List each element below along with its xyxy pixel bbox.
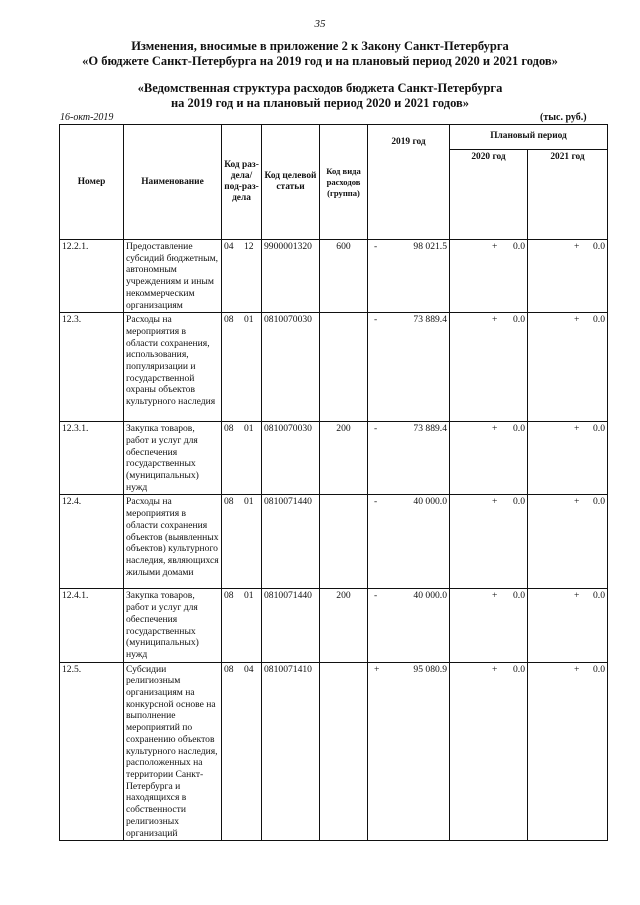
section-code: 04 [224, 241, 234, 252]
row-2020-cell [450, 313, 528, 422]
sign-2020: + [492, 241, 498, 252]
row-section-code [222, 662, 262, 841]
value-2021: 0.0 [593, 496, 605, 508]
row-2019-cell [368, 589, 450, 662]
row-kind-code: 600 [320, 240, 368, 313]
sign-2019: - [374, 496, 378, 508]
value-2021: 0.0 [593, 663, 605, 675]
sign-2021: + [574, 241, 580, 252]
value-2019: 40 000.0 [413, 496, 447, 508]
row-number: 12.3. [60, 313, 124, 422]
sign-2019: - [374, 241, 378, 252]
value-2021: 0.0 [593, 423, 605, 435]
value-2020: 0.0 [513, 590, 525, 602]
sign-2019: - [374, 590, 378, 602]
value-2021: 0.0 [593, 314, 605, 326]
subsection-code: 12 [244, 241, 254, 252]
document-title-line: «О бюджете Санкт-Петербурга на 2019 год и на плановый период 2020 и 2021 годов» [82, 54, 558, 68]
header-target: Код целевой статьи [262, 125, 320, 240]
row-name: Субсидии религиозным организациям на конкурсной основе на выполнение мероприятий по сохранению объектов культурного наследия, расположенных на территории Санкт-Петербурга и находящихся в собственности религиозных организаций [124, 662, 222, 841]
row-number: 12.4.1. [60, 589, 124, 662]
budget-table [59, 124, 608, 841]
row-2020-cell [450, 495, 528, 589]
document-title [0, 39, 640, 69]
table-row [60, 422, 608, 495]
sign-2020: + [492, 423, 498, 435]
row-kind-code: 200 [320, 589, 368, 662]
row-2020-cell [450, 589, 528, 662]
section-code: 08 [224, 314, 234, 326]
row-2021-cell [528, 240, 608, 313]
row-2019-cell [368, 662, 450, 841]
row-2019-cell [368, 240, 450, 313]
row-section-code [222, 240, 262, 313]
row-2020-cell [450, 422, 528, 495]
subsection-code: 01 [244, 314, 254, 326]
header-2019: 2019 год [368, 125, 450, 240]
row-section-code [222, 589, 262, 662]
page-number: 35 [314, 18, 326, 30]
sign-2020: + [492, 496, 498, 508]
row-kind-code [320, 313, 368, 422]
sign-2021: + [574, 314, 580, 326]
section-code: 08 [224, 496, 234, 508]
row-target-code: 0810070030 [262, 422, 320, 495]
value-2019: 40 000.0 [413, 590, 447, 602]
header-section: Код раз-дела/ под-раз-дела [222, 125, 262, 240]
subsection-code: 04 [244, 663, 254, 675]
subsection-code: 01 [244, 496, 254, 508]
row-name: Расходы на мероприятия в области сохранения объектов (выявленных объектов) культурного наследия, являющихся жилыми домами [124, 495, 222, 589]
table-row [60, 662, 608, 841]
table-row [60, 495, 608, 589]
value-2021: 0.0 [593, 590, 605, 602]
subsection-code: 01 [244, 423, 254, 435]
sign-2021: + [574, 663, 580, 675]
value-2021: 0.0 [593, 241, 605, 252]
row-kind-code [320, 662, 368, 841]
row-2021-cell [528, 495, 608, 589]
header-name: Наименование [124, 125, 222, 240]
row-2019-cell [368, 422, 450, 495]
row-target-code: 9900001320 [262, 240, 320, 313]
row-section-code [222, 313, 262, 422]
row-kind-code: 200 [320, 422, 368, 495]
row-target-code: 0810070030 [262, 313, 320, 422]
table-row [60, 240, 608, 313]
value-2020: 0.0 [513, 314, 525, 326]
row-target-code: 0810071440 [262, 495, 320, 589]
row-number: 12.4. [60, 495, 124, 589]
sign-2019: + [374, 663, 380, 675]
section-code: 08 [224, 423, 234, 435]
row-2019-cell [368, 313, 450, 422]
row-number: 12.5. [60, 662, 124, 841]
header-2021: 2021 год [528, 149, 608, 239]
value-2019: 95 080.9 [413, 663, 447, 675]
header-2020: 2020 год [450, 149, 528, 239]
row-name: Расходы на мероприятия в области сохранения, использования, популяризации и государственной охраны объектов культурного наследия [124, 313, 222, 422]
row-2021-cell [528, 313, 608, 422]
value-2020: 0.0 [513, 496, 525, 508]
document-date: 16-окт-2019 [60, 112, 114, 123]
row-name: Закупка товаров, работ и услуг для обеспечения государственных (муниципальных) нужд [124, 422, 222, 495]
row-2021-cell [528, 589, 608, 662]
sign-2021: + [574, 423, 580, 435]
row-2020-cell [450, 662, 528, 841]
sign-2021: + [574, 590, 580, 602]
value-2019: 98 021.5 [413, 241, 447, 252]
row-number: 12.2.1. [60, 240, 124, 313]
table-title-line: «Ведомственная структура расходов бюджета Санкт-Петербурга [137, 81, 503, 95]
row-name: Предоставление субсидий бюджетным, автономным учреждениям и иным некоммерческим организациям [124, 240, 222, 313]
row-target-code: 0810071440 [262, 589, 320, 662]
table-title [0, 81, 640, 111]
value-2020: 0.0 [513, 663, 525, 675]
value-2020: 0.0 [513, 423, 525, 435]
row-2021-cell [528, 422, 608, 495]
header-planned: Плановый период [450, 125, 608, 150]
row-number: 12.3.1. [60, 422, 124, 495]
sign-2020: + [492, 314, 498, 326]
document-title-line: Изменения, вносимые в приложение 2 к Закону Санкт-Петербурга [131, 39, 509, 53]
value-2019: 73 889.4 [413, 314, 447, 326]
row-section-code [222, 495, 262, 589]
sign-2020: + [492, 590, 498, 602]
row-2019-cell [368, 495, 450, 589]
row-2020-cell [450, 240, 528, 313]
sign-2021: + [574, 496, 580, 508]
header-kind: Код вида расходов (группа) [320, 125, 368, 240]
table-row [60, 313, 608, 422]
row-target-code: 0810071410 [262, 662, 320, 841]
section-code: 08 [224, 663, 234, 675]
sign-2019: - [374, 423, 378, 435]
row-kind-code [320, 495, 368, 589]
table-row [60, 589, 608, 662]
header-number: Номер [60, 125, 124, 240]
sign-2020: + [492, 663, 498, 675]
value-2020: 0.0 [513, 241, 525, 252]
sign-2019: - [374, 314, 378, 326]
subsection-code: 01 [244, 590, 254, 602]
units-label: (тыс. руб.) [540, 112, 587, 123]
value-2019: 73 889.4 [413, 423, 447, 435]
row-2021-cell [528, 662, 608, 841]
section-code: 08 [224, 590, 234, 602]
row-name: Закупка товаров, работ и услуг для обеспечения государственных (муниципальных) нужд [124, 589, 222, 662]
row-section-code [222, 422, 262, 495]
table-title-line: на 2019 год и на плановый период 2020 и 2021 годов» [170, 96, 470, 110]
